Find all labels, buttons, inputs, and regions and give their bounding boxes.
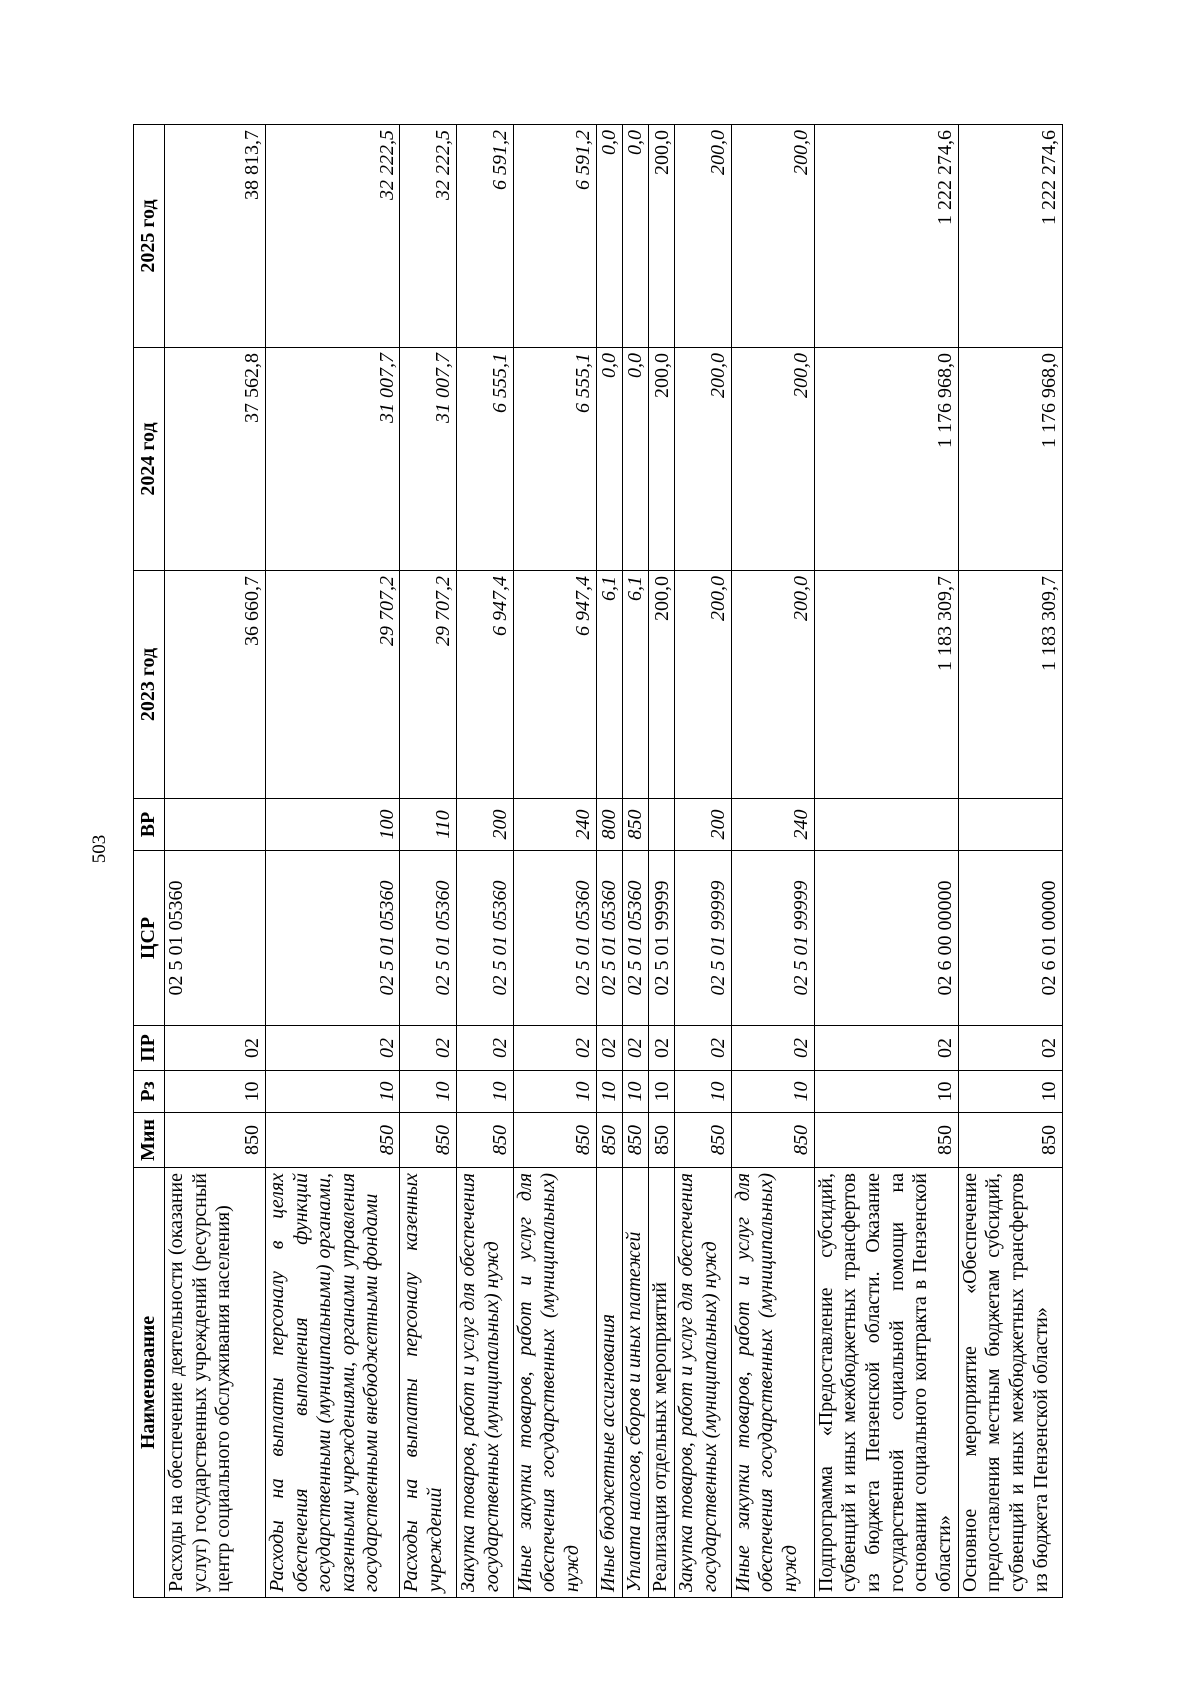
cell-min: 850 [814,1113,958,1168]
cell-y2023: 200,0 [649,571,675,799]
cell-min: 850 [649,1113,675,1168]
cell-y2024: 37 562,8 [165,348,266,571]
cell-pr: 02 [649,1026,675,1071]
cell-y2024: 31 007,7 [266,348,400,571]
header-row [134,125,165,1598]
cell-y2024: 1 176 968,0 [958,348,1062,571]
cell-vr: 200 [457,799,514,851]
col-header-2023: 2023 год [134,571,165,799]
cell-vr: 850 [622,799,648,851]
cell-name: Закупка товаров, работ и услуг для обеспечения государственных (муниципальных) нужд [675,1168,732,1598]
cell-min: 850 [958,1113,1062,1168]
cell-pr: 02 [958,1026,1062,1071]
cell-y2024: 6 555,1 [513,348,596,571]
table-row [457,125,514,1598]
cell-pr: 02 [457,1026,514,1071]
cell-vr: 240 [513,799,596,851]
cell-y2024: 200,0 [675,348,732,571]
cell-y2023: 29 707,2 [266,571,400,799]
cell-rz: 10 [731,1071,814,1113]
cell-vr: 800 [596,799,622,851]
cell-min: 850 [400,1113,457,1168]
cell-y2025: 1 222 274,6 [814,125,958,348]
col-header-pr: ПР [134,1026,165,1071]
col-header-csr: ЦСР [134,851,165,1026]
table-row [958,125,1062,1598]
cell-rz: 10 [596,1071,622,1113]
cell-csr: 02 5 01 99999 [675,851,732,1026]
col-header-2025: 2025 год [134,125,165,348]
page-number: 503 [89,834,110,864]
cell-vr [958,799,1062,851]
cell-rz: 10 [400,1071,457,1113]
cell-csr: 02 5 01 99999 [649,851,675,1026]
cell-y2024: 0,0 [596,348,622,571]
cell-min: 850 [457,1113,514,1168]
cell-vr: 200 [675,799,732,851]
cell-pr: 02 [675,1026,732,1071]
cell-pr: 02 [513,1026,596,1071]
cell-y2023: 6 947,4 [513,571,596,799]
cell-name: Реализация отдельных мероприятий [649,1168,675,1598]
table-row [165,125,266,1598]
cell-csr: 02 6 00 00000 [814,851,958,1026]
table-row [513,125,596,1598]
cell-vr [814,799,958,851]
col-header-2024: 2024 год [134,348,165,571]
cell-y2025: 200,0 [731,125,814,348]
cell-y2024: 6 555,1 [457,348,514,571]
cell-csr: 02 5 01 05360 [266,851,400,1026]
cell-csr: 02 5 01 05360 [165,851,266,1026]
cell-name: Расходы на выплаты персоналу в целях обеспечения выполнения функций государственными (муниципальными) органами, казенными учреждениями, органами управления государственными внебюджетными фондами [266,1168,400,1598]
cell-vr: 110 [400,799,457,851]
cell-y2025: 200,0 [675,125,732,348]
cell-vr: 100 [266,799,400,851]
cell-rz: 10 [622,1071,648,1113]
cell-csr: 02 5 01 05360 [622,851,648,1026]
table-row [400,125,457,1598]
cell-min: 850 [513,1113,596,1168]
rotated-table-container [133,125,1063,1598]
cell-name: Иные бюджетные ассигнования [596,1168,622,1598]
cell-name: Закупка товаров, работ и услуг для обеспечения государственных (муниципальных) нужд [457,1168,514,1598]
cell-min: 850 [731,1113,814,1168]
cell-min: 850 [266,1113,400,1168]
cell-y2023: 6,1 [596,571,622,799]
cell-pr: 02 [400,1026,457,1071]
cell-y2025: 0,0 [596,125,622,348]
cell-y2025: 1 222 274,6 [958,125,1062,348]
table-row [266,125,400,1598]
cell-pr: 02 [165,1026,266,1071]
cell-pr: 02 [266,1026,400,1071]
cell-min: 850 [596,1113,622,1168]
cell-csr: 02 5 01 05360 [513,851,596,1026]
cell-rz: 10 [675,1071,732,1113]
cell-y2023: 200,0 [675,571,732,799]
cell-y2023: 29 707,2 [400,571,457,799]
cell-y2024: 200,0 [731,348,814,571]
cell-vr [649,799,675,851]
cell-y2024: 200,0 [649,348,675,571]
cell-csr: 02 6 01 00000 [958,851,1062,1026]
table-row [814,125,958,1598]
cell-min: 850 [675,1113,732,1168]
cell-rz: 10 [266,1071,400,1113]
cell-y2023: 36 660,7 [165,571,266,799]
cell-csr: 02 5 01 05360 [400,851,457,1026]
cell-rz: 10 [513,1071,596,1113]
cell-y2024: 1 176 968,0 [814,348,958,571]
cell-y2025: 32 222,5 [400,125,457,348]
cell-csr: 02 5 01 05360 [596,851,622,1026]
cell-csr: 02 5 01 99999 [731,851,814,1026]
cell-pr: 02 [622,1026,648,1071]
cell-y2024: 31 007,7 [400,348,457,571]
col-header-rz: Рз [134,1071,165,1113]
cell-rz: 10 [457,1071,514,1113]
cell-rz: 10 [814,1071,958,1113]
cell-y2025: 0,0 [622,125,648,348]
cell-rz: 10 [958,1071,1062,1113]
table-row [675,125,732,1598]
cell-min: 850 [622,1113,648,1168]
cell-y2024: 0,0 [622,348,648,571]
cell-pr: 02 [814,1026,958,1071]
col-header-min: Мин [134,1113,165,1168]
cell-name: Подпрограмма «Предоставление субсидий, субвенций и иных межбюджетных трансфертов из бюджета Пензенской области. Оказание государственной социальной помощи на основании социального контракта в Пензенской области» [814,1168,958,1598]
cell-name: Иные закупки товаров, работ и услуг для обеспечения государственных (муниципальных) нужд [731,1168,814,1598]
cell-vr: 240 [731,799,814,851]
cell-name: Уплата налогов, сборов и иных платежей [622,1168,648,1598]
cell-name: Расходы на выплаты персоналу казенных учреждений [400,1168,457,1598]
cell-name: Иные закупки товаров, работ и услуг для обеспечения государственных (муниципальных) нужд [513,1168,596,1598]
cell-name: Основное мероприятие «Обеспечение предоставления местным бюджетам субсидий, субвенций и иных межбюджетных трансфертов из бюджета Пензенской области» [958,1168,1062,1598]
cell-y2023: 200,0 [731,571,814,799]
cell-name: Расходы на обеспечение деятельности (оказание услуг) государственных учреждений (ресурсный центр социального обслуживания населения) [165,1168,266,1598]
cell-y2023: 1 183 309,7 [814,571,958,799]
table-row [649,125,675,1598]
cell-y2025: 200,0 [649,125,675,348]
col-header-vr: ВР [134,799,165,851]
cell-y2023: 1 183 309,7 [958,571,1062,799]
cell-rz: 10 [649,1071,675,1113]
cell-y2023: 6 947,4 [457,571,514,799]
table-row [596,125,622,1598]
cell-pr: 02 [596,1026,622,1071]
cell-y2025: 6 591,2 [513,125,596,348]
cell-csr: 02 5 01 05360 [457,851,514,1026]
cell-vr [165,799,266,851]
cell-min: 850 [165,1113,266,1168]
table-row [622,125,648,1598]
cell-y2025: 38 813,7 [165,125,266,348]
table-row [731,125,814,1598]
cell-rz: 10 [165,1071,266,1113]
col-header-name: Наименование [134,1168,165,1598]
cell-y2025: 6 591,2 [457,125,514,348]
cell-y2023: 6,1 [622,571,648,799]
cell-pr: 02 [731,1026,814,1071]
cell-y2025: 32 222,5 [266,125,400,348]
budget-table [133,124,1063,1598]
